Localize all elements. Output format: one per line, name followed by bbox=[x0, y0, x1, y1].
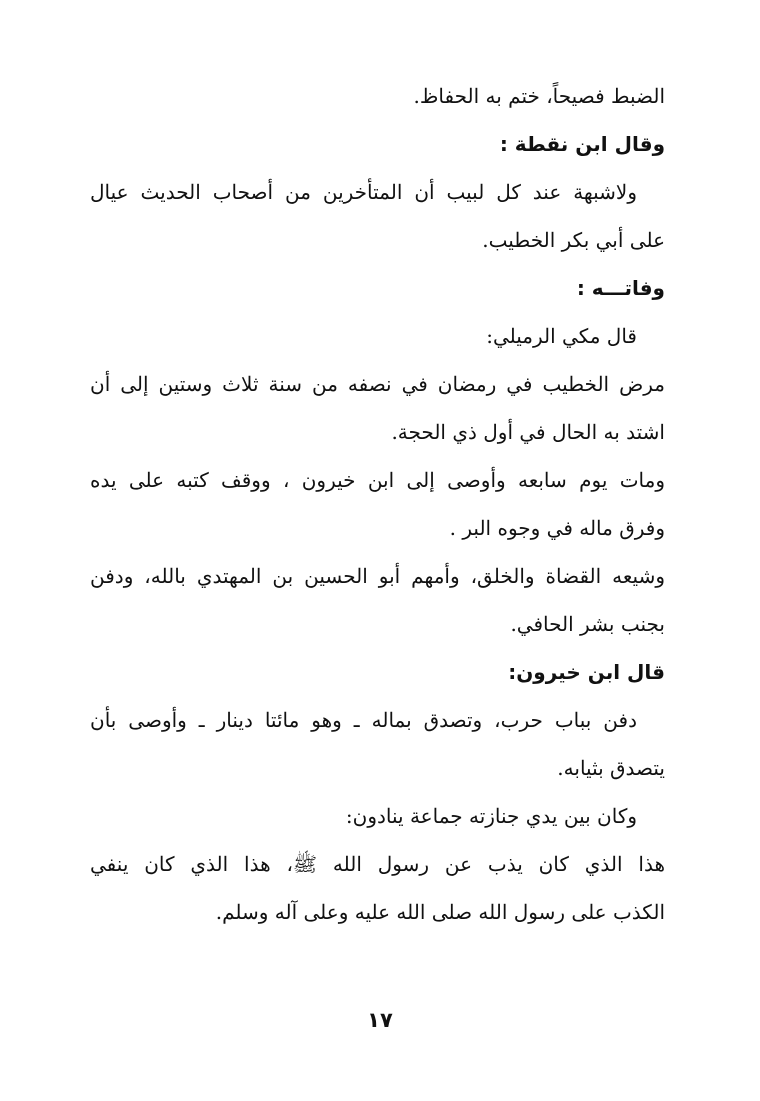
page-body bbox=[90, 72, 665, 936]
text-line: ومات يوم سابعه وأوصى إلى ابن خيرون ، ووقف كتبه على يده bbox=[90, 468, 665, 492]
section-heading-ibn-nuqta: وقال ابن نقطة : bbox=[499, 132, 665, 156]
text-line: قال مكي الرميلي: bbox=[486, 324, 637, 348]
page-number: ١٧ bbox=[367, 1008, 393, 1032]
text-line: دفن بباب حرب، وتصدق بماله ـ وهو مائتا دينار ـ وأوصى بأن bbox=[90, 708, 637, 732]
text-line: وفرق ماله في وجوه البر . bbox=[449, 516, 665, 540]
text-line: هذا الذي كان يذب عن رسول الله ﷺ، هذا الذي كان ينفي bbox=[90, 852, 665, 876]
text-line: وكان بين يدي جنازته جماعة ينادون: bbox=[345, 804, 637, 828]
section-heading-death: وفاتـــه : bbox=[576, 276, 665, 300]
text-line: اشتد به الحال في أول ذي الحجة. bbox=[391, 420, 665, 444]
text-line: الكذب على رسول الله صلى الله عليه وعلى آله وسلم. bbox=[215, 900, 665, 924]
text-line: بجنب بشر الحافي. bbox=[510, 612, 665, 636]
section-heading-ibn-khayrun: قال ابن خيرون: bbox=[508, 660, 665, 684]
text-line: الضبط فصيحاً، ختم به الحفاظ. bbox=[413, 84, 665, 108]
text-line: على أبي بكر الخطيب. bbox=[482, 228, 665, 252]
text-line: ولاشبهة عند كل لبيب أن المتأخرين من أصحاب الحديث عيال bbox=[90, 180, 637, 204]
text-line: مرض الخطيب في رمضان في نصفه من سنة ثلاث وستين إلى أن bbox=[90, 372, 665, 396]
text-line: يتصدق بثيابه. bbox=[557, 756, 665, 780]
text-line: وشيعه القضاة والخلق، وأمهم أبو الحسين بن المهتدي بالله، ودفن bbox=[90, 564, 665, 588]
